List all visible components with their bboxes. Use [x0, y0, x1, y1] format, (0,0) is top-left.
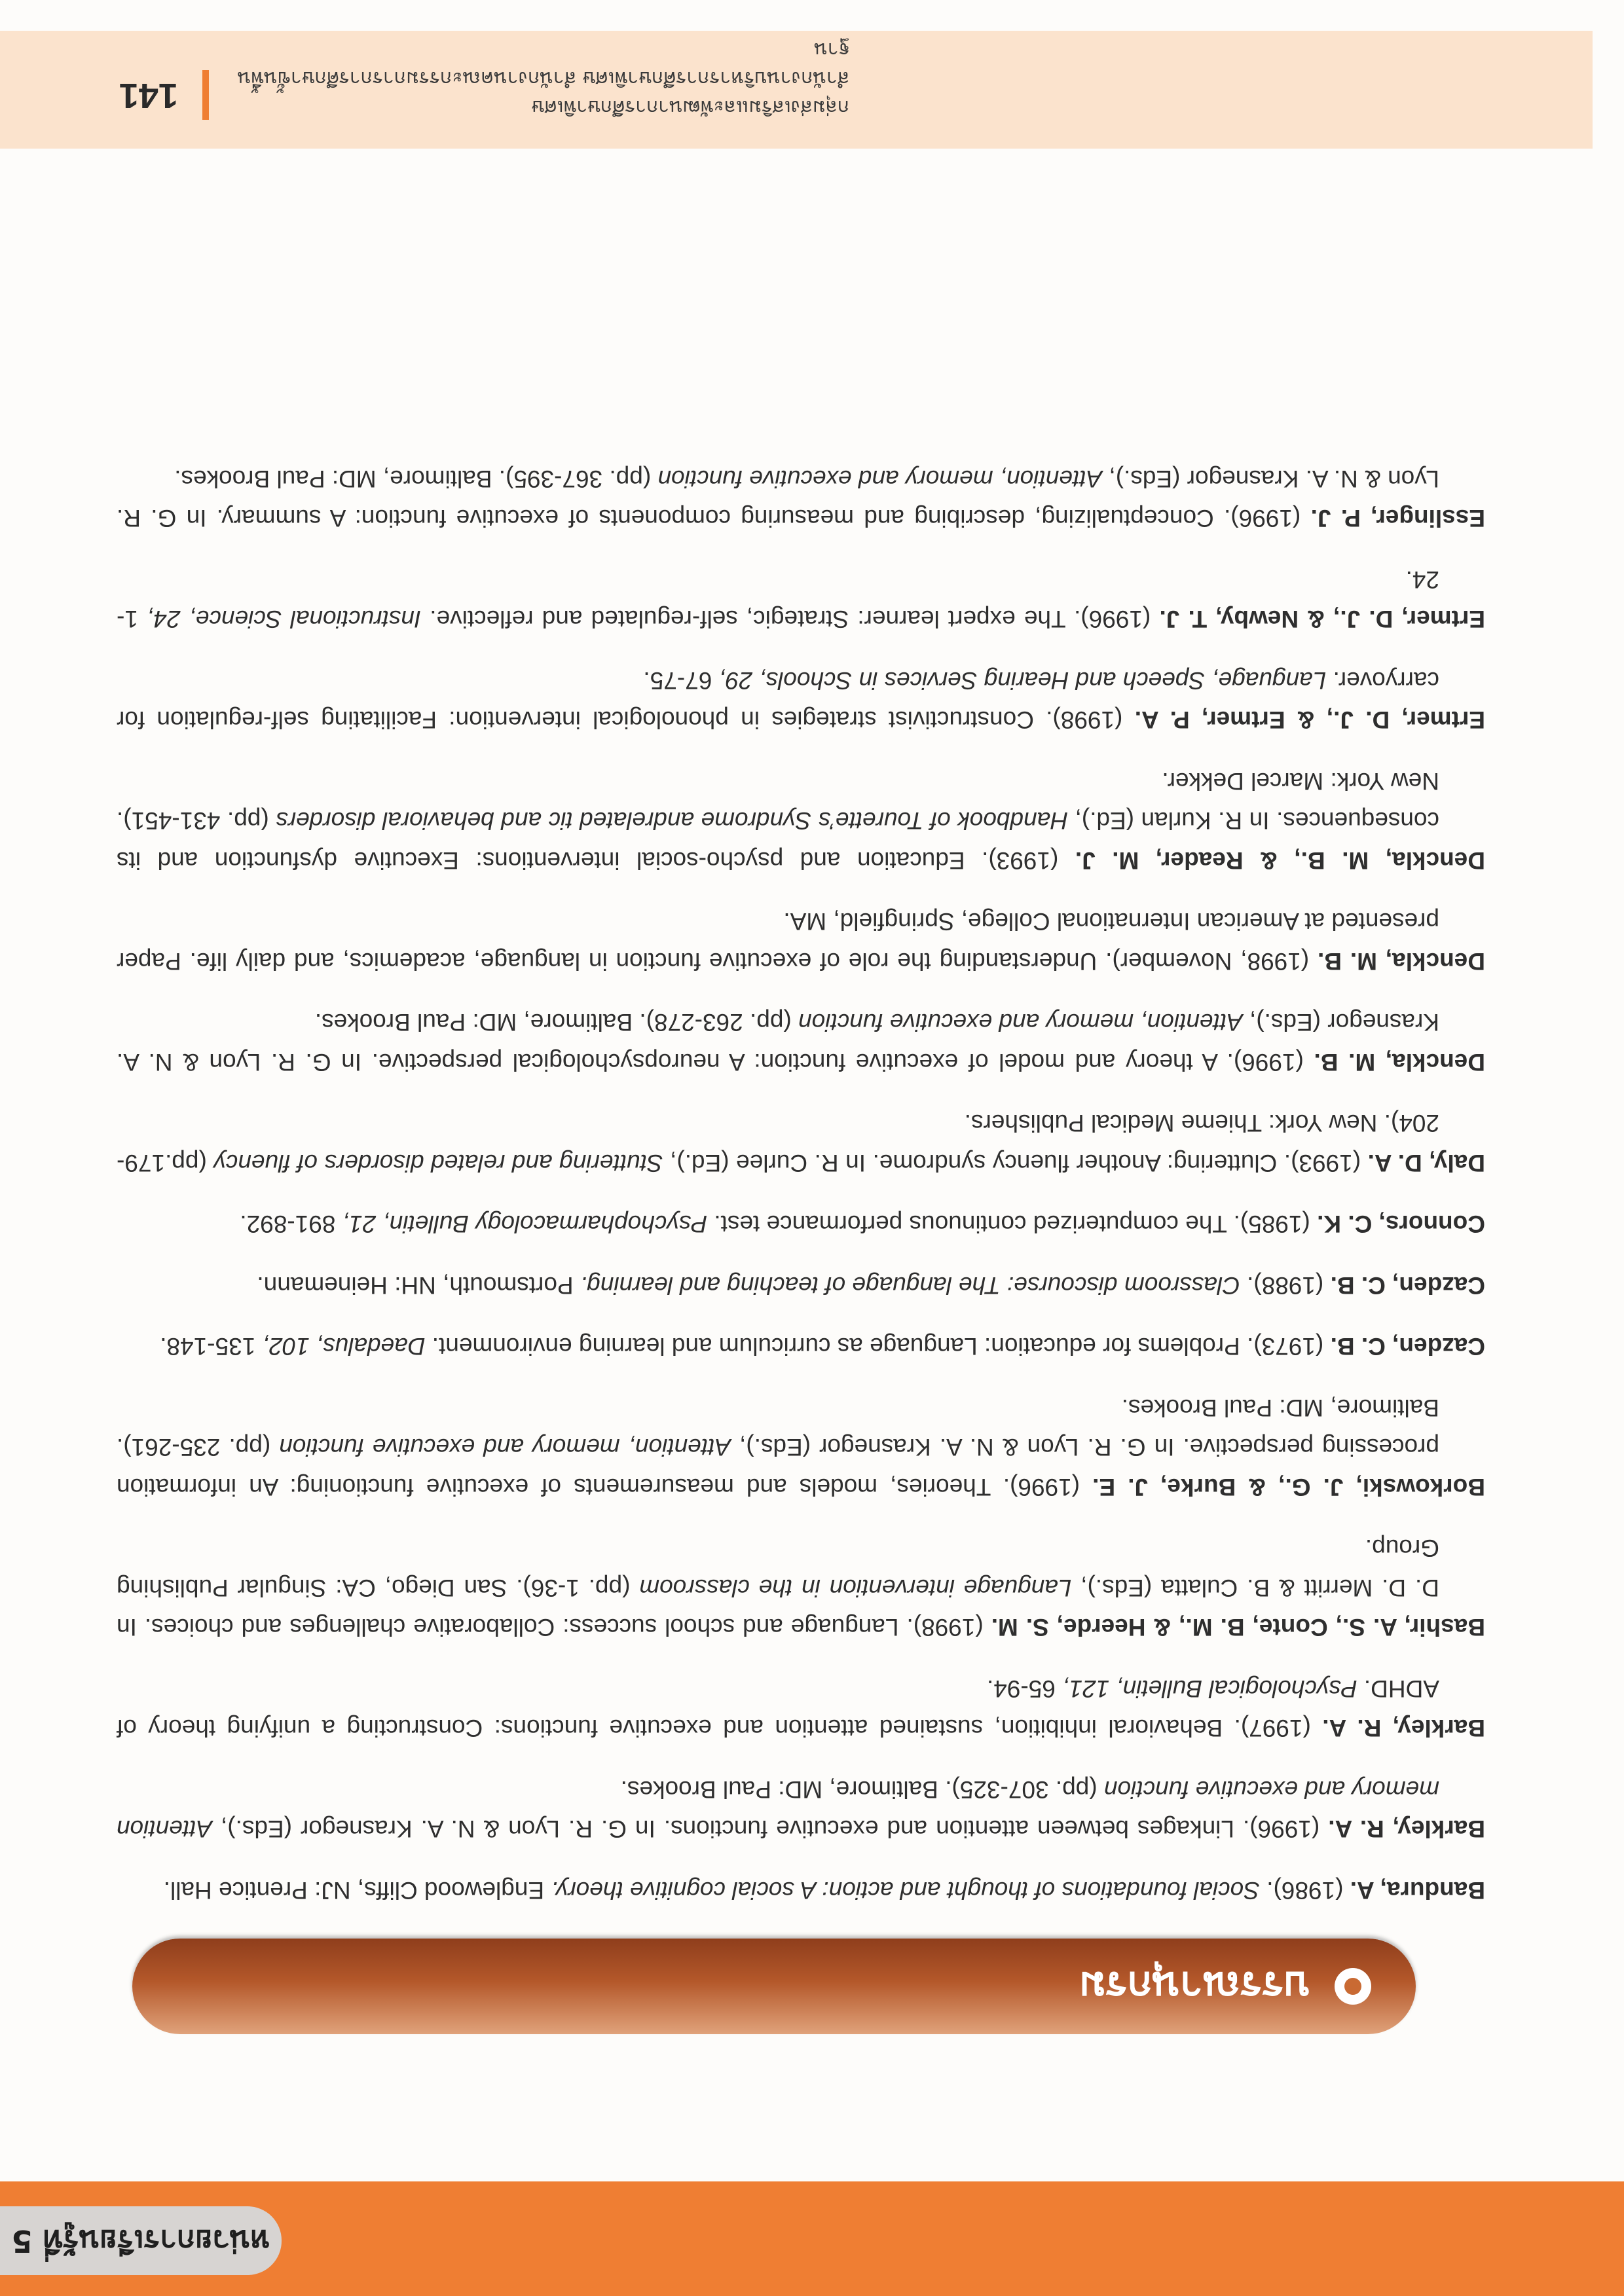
reference-author: Bashir, A. S., Conte, B. M., & Heerde, S. M. [991, 1614, 1485, 1641]
reference-entry [117, 1204, 1485, 1244]
reference-text: (pp. 1-36). San Diego, CA: Singular Publishing Group. [117, 1535, 1439, 1601]
reference-entry [117, 761, 1485, 881]
reference-source-title: Attention memory and executive function [117, 1776, 1439, 1843]
reference-entry [117, 1669, 1485, 1748]
reference-text: Englewood Cliffs, NJ: Prentice Hall. [163, 1877, 551, 1904]
reference-text: Portsmouth, NH: Heinemann. [257, 1272, 580, 1299]
reference-author: Denckla, M. B. [1318, 948, 1485, 975]
reference-entry [117, 1770, 1485, 1849]
reference-author: Barkley, R. A. [1322, 1715, 1485, 1742]
reference-author: Denckla, M. B., & Reader, M. J. [1075, 847, 1485, 874]
reference-text: 65-94. [986, 1675, 1063, 1702]
chapter-tab-label: หน่วยการเรียนรู้ที่ 5 [11, 2223, 270, 2259]
reference-text: (1996). Theories, models and measurements of executive functioning: An information processing perspective. In G. R. Lyon & N. A. Krasnegor (Eds.), [117, 1434, 1439, 1501]
reference-source-title: Attention, memory and executive function [279, 1434, 731, 1461]
footer-line-2: สำนักงานบริหารการศึกษาพิเศษ สำนักงานคณะกรรมการการศึกษาขั้นพื้นฐาน [237, 38, 849, 90]
reference-source-title: Stuttering and related disorders of fluency [213, 1150, 663, 1176]
reference-text: (pp. 431-451). New York: Marcel Dekker. [117, 768, 1439, 835]
bullet-circle-icon [1335, 1968, 1371, 2005]
reference-source-title: Social foundations of thought and action: A social cognitive theory. [551, 1877, 1260, 1904]
reference-text: (pp. 307-325). Baltimore, MD: Paul Brookes. [620, 1776, 1104, 1803]
reference-text: (1973). Problems for education: Language as curriculum and learning environment. [425, 1333, 1331, 1360]
reference-author: Ertmer, D. J., & Newby, T. J. [1159, 606, 1485, 633]
reference-entry [117, 1388, 1485, 1507]
reference-source-title: Psychopharmacology Bulletin, 21, [342, 1211, 708, 1238]
reference-text: 67-75. [643, 667, 719, 694]
footer-band [0, 31, 1593, 149]
reference-entry [117, 459, 1485, 538]
reference-author: Cazden, C. B. [1330, 1272, 1485, 1299]
reference-text: (1996). Linkages between attention and executive functions. In G. R. Lyon & N. A. Krasnegor (Eds.), [212, 1815, 1329, 1843]
reference-text: 891-892. [240, 1211, 342, 1238]
reference-text: (1993). Education and psycho-social interventions: Executive dysfunction and its consequences. In R. Kurlan (Ed.), [117, 807, 1439, 874]
reference-author: Cazden, C. B. [1330, 1333, 1485, 1360]
reference-text: (1996). The expert learner: Strategic, self-regulated and reflective. [421, 606, 1160, 633]
reference-author: Barkley, R. A. [1328, 1815, 1485, 1843]
reference-text: (1998). Constructivist strategies in phonological intervention: Facilitating self-regulation for carryover. [117, 667, 1439, 734]
reference-entry [117, 1266, 1485, 1305]
reference-source-title: Psychological Bulletin, 121, [1062, 1675, 1357, 1702]
reference-source-title: Attention, memory and executive function [798, 1009, 1243, 1036]
reference-text: (1993). Cluttering: Another fluency syndrome. In R. Curlee (Ed.), [663, 1150, 1368, 1176]
reference-entry [117, 1870, 1485, 1910]
reference-entry [117, 661, 1485, 740]
reference-entry [117, 1326, 1485, 1366]
chapter-tab [0, 2206, 282, 2275]
page-number: 141 [119, 76, 178, 115]
section-title: บรรณานุกรม [1079, 1963, 1310, 2011]
section-banner [132, 1939, 1416, 2034]
reference-text: (1998). Language and school success: Collaborative challenges and choices. In D. D. Merritt & B. Culatta (Eds.), [117, 1575, 1439, 1641]
reference-text: (pp. 367-395). Baltimore, MD: Paul Brookes. [174, 465, 658, 492]
reference-list [117, 437, 1485, 1910]
reference-text: 1-24. [117, 566, 1439, 633]
reference-source-title: Language intervention in the classroom [639, 1575, 1072, 1601]
footer-divider [202, 70, 209, 120]
footer-line-1: กลุ่มส่งเสริมและพัฒนาการศึกษาพิเศษ [531, 96, 849, 118]
reference-text: 135-148. [160, 1333, 263, 1360]
reference-entry [117, 1528, 1485, 1647]
reference-source-title: Attention, memory and executive function [657, 465, 1103, 492]
reference-author: Daly, D. A. [1367, 1150, 1485, 1176]
reference-source-title: Language, Speech and Hearing Services in Schools, 29, [718, 667, 1327, 694]
reference-author: Ertmer, D. J., & Ertmer, P. A. [1134, 706, 1485, 734]
reference-author: Borkowski, J. G., & Burke, J. E. [1092, 1474, 1485, 1501]
reference-source-title: Instructional Science, 24, [147, 606, 422, 633]
reference-entry [117, 902, 1485, 981]
reference-text: (1986). [1259, 1877, 1350, 1904]
reference-entry [117, 1002, 1485, 1082]
reference-text: (1997). Behavioral inhibition, sustained attention and executive functions: Constructing a unifying theory of ADHD. [117, 1675, 1439, 1742]
reference-entry [117, 1103, 1485, 1182]
reference-source-title: Handbook of Tourette’s Syndrome andrelated tic and behavioral disorders [276, 807, 1068, 835]
reference-text: (pp. 263-278). Baltimore, MD: Paul Brookes. [314, 1009, 799, 1036]
reference-author: Esslinger, P. J. [1310, 505, 1485, 532]
reference-text: (1996). A theory and model of executive function: A neuropsychological perspective. In G. R. Lyon & N. A. Krasnegor (Eds.), [117, 1009, 1439, 1076]
reference-source-title: Classroom discourse: The language of teaching and learning. [580, 1272, 1240, 1299]
reference-text: (1985). The computerized continuous performance test. [707, 1211, 1318, 1238]
reference-text: (1998, November). Understanding the role of executive function in language, academics, and daily life. Paper presented at American International College, Springfield, MA. [117, 908, 1439, 975]
reference-source-title: Daedalus, 102, [262, 1333, 426, 1360]
chapter-header-band [0, 2181, 1624, 2296]
reference-text: (pp.179-204). New York: Thieme Medical Publishers. [117, 1110, 1439, 1176]
footer-organization [221, 35, 849, 121]
reference-text: (pp. 235-261). Baltimore, MD: Paul Brookes. [116, 1394, 1439, 1461]
reference-text: (1996). Conceptualizing, describing and measuring components of executive function: A summary. In G. R. Lyon & N. A. Krasnegor (Eds.), [117, 465, 1439, 532]
reference-author: Bandura, A. [1350, 1877, 1485, 1904]
reference-text: (1988). [1240, 1272, 1331, 1299]
reference-author: Connors, C. K. [1317, 1211, 1485, 1238]
reference-entry [117, 560, 1485, 639]
reference-author: Denckla, M. B. [1314, 1049, 1485, 1076]
